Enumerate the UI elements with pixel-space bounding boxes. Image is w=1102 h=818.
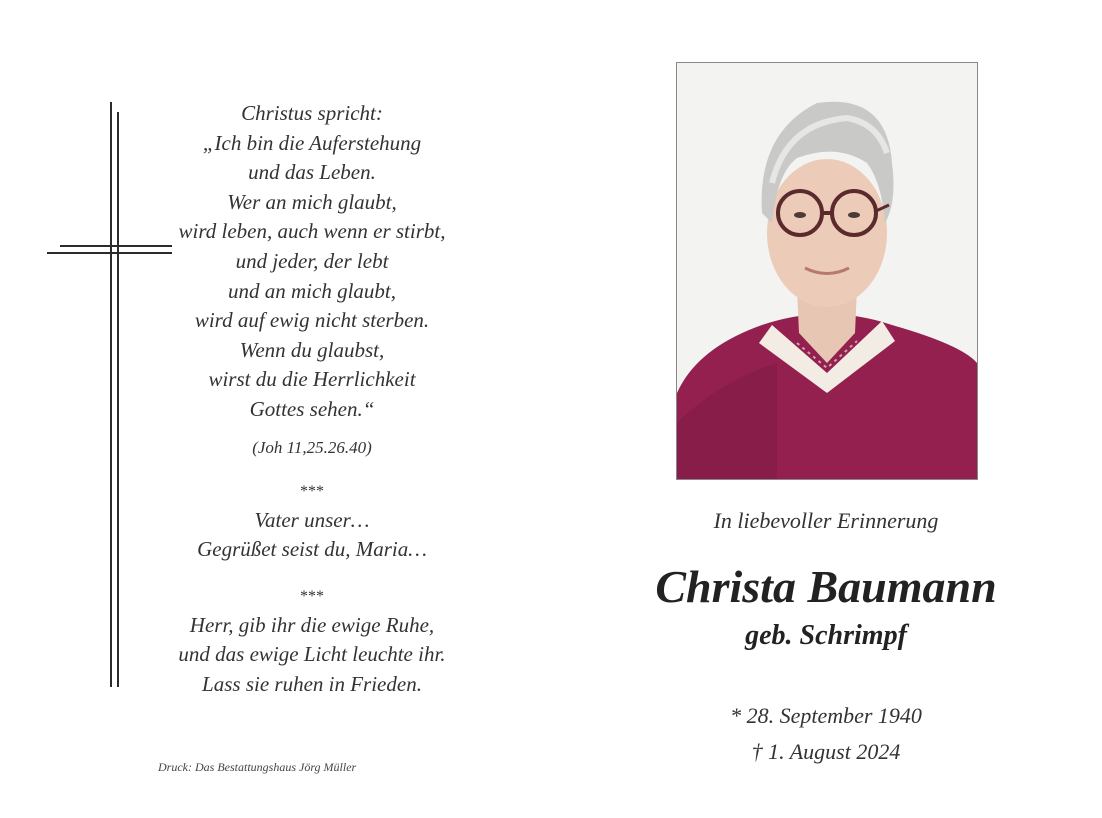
verse-reference: (Joh 11,25.26.40)	[252, 437, 372, 457]
deceased-name: Christa Baumann	[655, 561, 997, 612]
prayer-line: Vater unser…	[254, 507, 370, 532]
maiden-name: geb. Schrimpf	[745, 620, 907, 651]
cross-vertical-bar	[110, 102, 112, 687]
memory-line: In liebevoller Erinnerung	[713, 508, 939, 533]
verse-line: Christus spricht:	[241, 101, 383, 125]
prayer-line: und das ewige Licht leuchte ihr.	[178, 642, 446, 667]
verse-line: und das Leben.	[248, 160, 376, 185]
printer-imprint: Druck: Das Bestattungshaus Jörg Müller	[158, 760, 357, 774]
verse-line: Wer an mich glaubt,	[227, 189, 397, 214]
verse-line: Gottes sehen.“	[249, 396, 375, 421]
death-date: † 1. August 2024	[751, 739, 901, 764]
life-dates	[620, 698, 1032, 770]
cross-vertical-bar-inner	[117, 112, 119, 687]
prayer-line: Lass sie ruhen in Frieden.	[202, 671, 422, 696]
separator-stars: ***	[300, 587, 324, 605]
verse-line: wirst du die Herrlichkeit	[208, 367, 416, 392]
birth-date: * 28. September 1940	[730, 703, 922, 728]
prayer-line: Herr, gib ihr die ewige Ruhe,	[189, 612, 435, 637]
verse-block	[140, 99, 484, 425]
portrait-illustration	[677, 63, 977, 479]
portrait-photo	[676, 62, 978, 480]
verse-line: wird auf ewig nicht sterben.	[194, 308, 430, 333]
verse-line: Wenn du glaubst,	[239, 337, 385, 362]
prayer-line: Gegrüßet seist du, Maria…	[197, 537, 427, 562]
verse-line: und an mich glaubt,	[228, 278, 396, 303]
prayer-block-2	[140, 611, 484, 700]
separator-stars: ***	[300, 482, 324, 500]
verse-line: wird leben, auch wenn er stirbt,	[178, 219, 446, 244]
prayer-block-1	[140, 506, 484, 565]
verse-line: „Ich bin die Auferstehung	[202, 130, 422, 155]
verse-line: und jeder, der lebt	[235, 248, 389, 273]
scripture-column	[140, 99, 484, 704]
